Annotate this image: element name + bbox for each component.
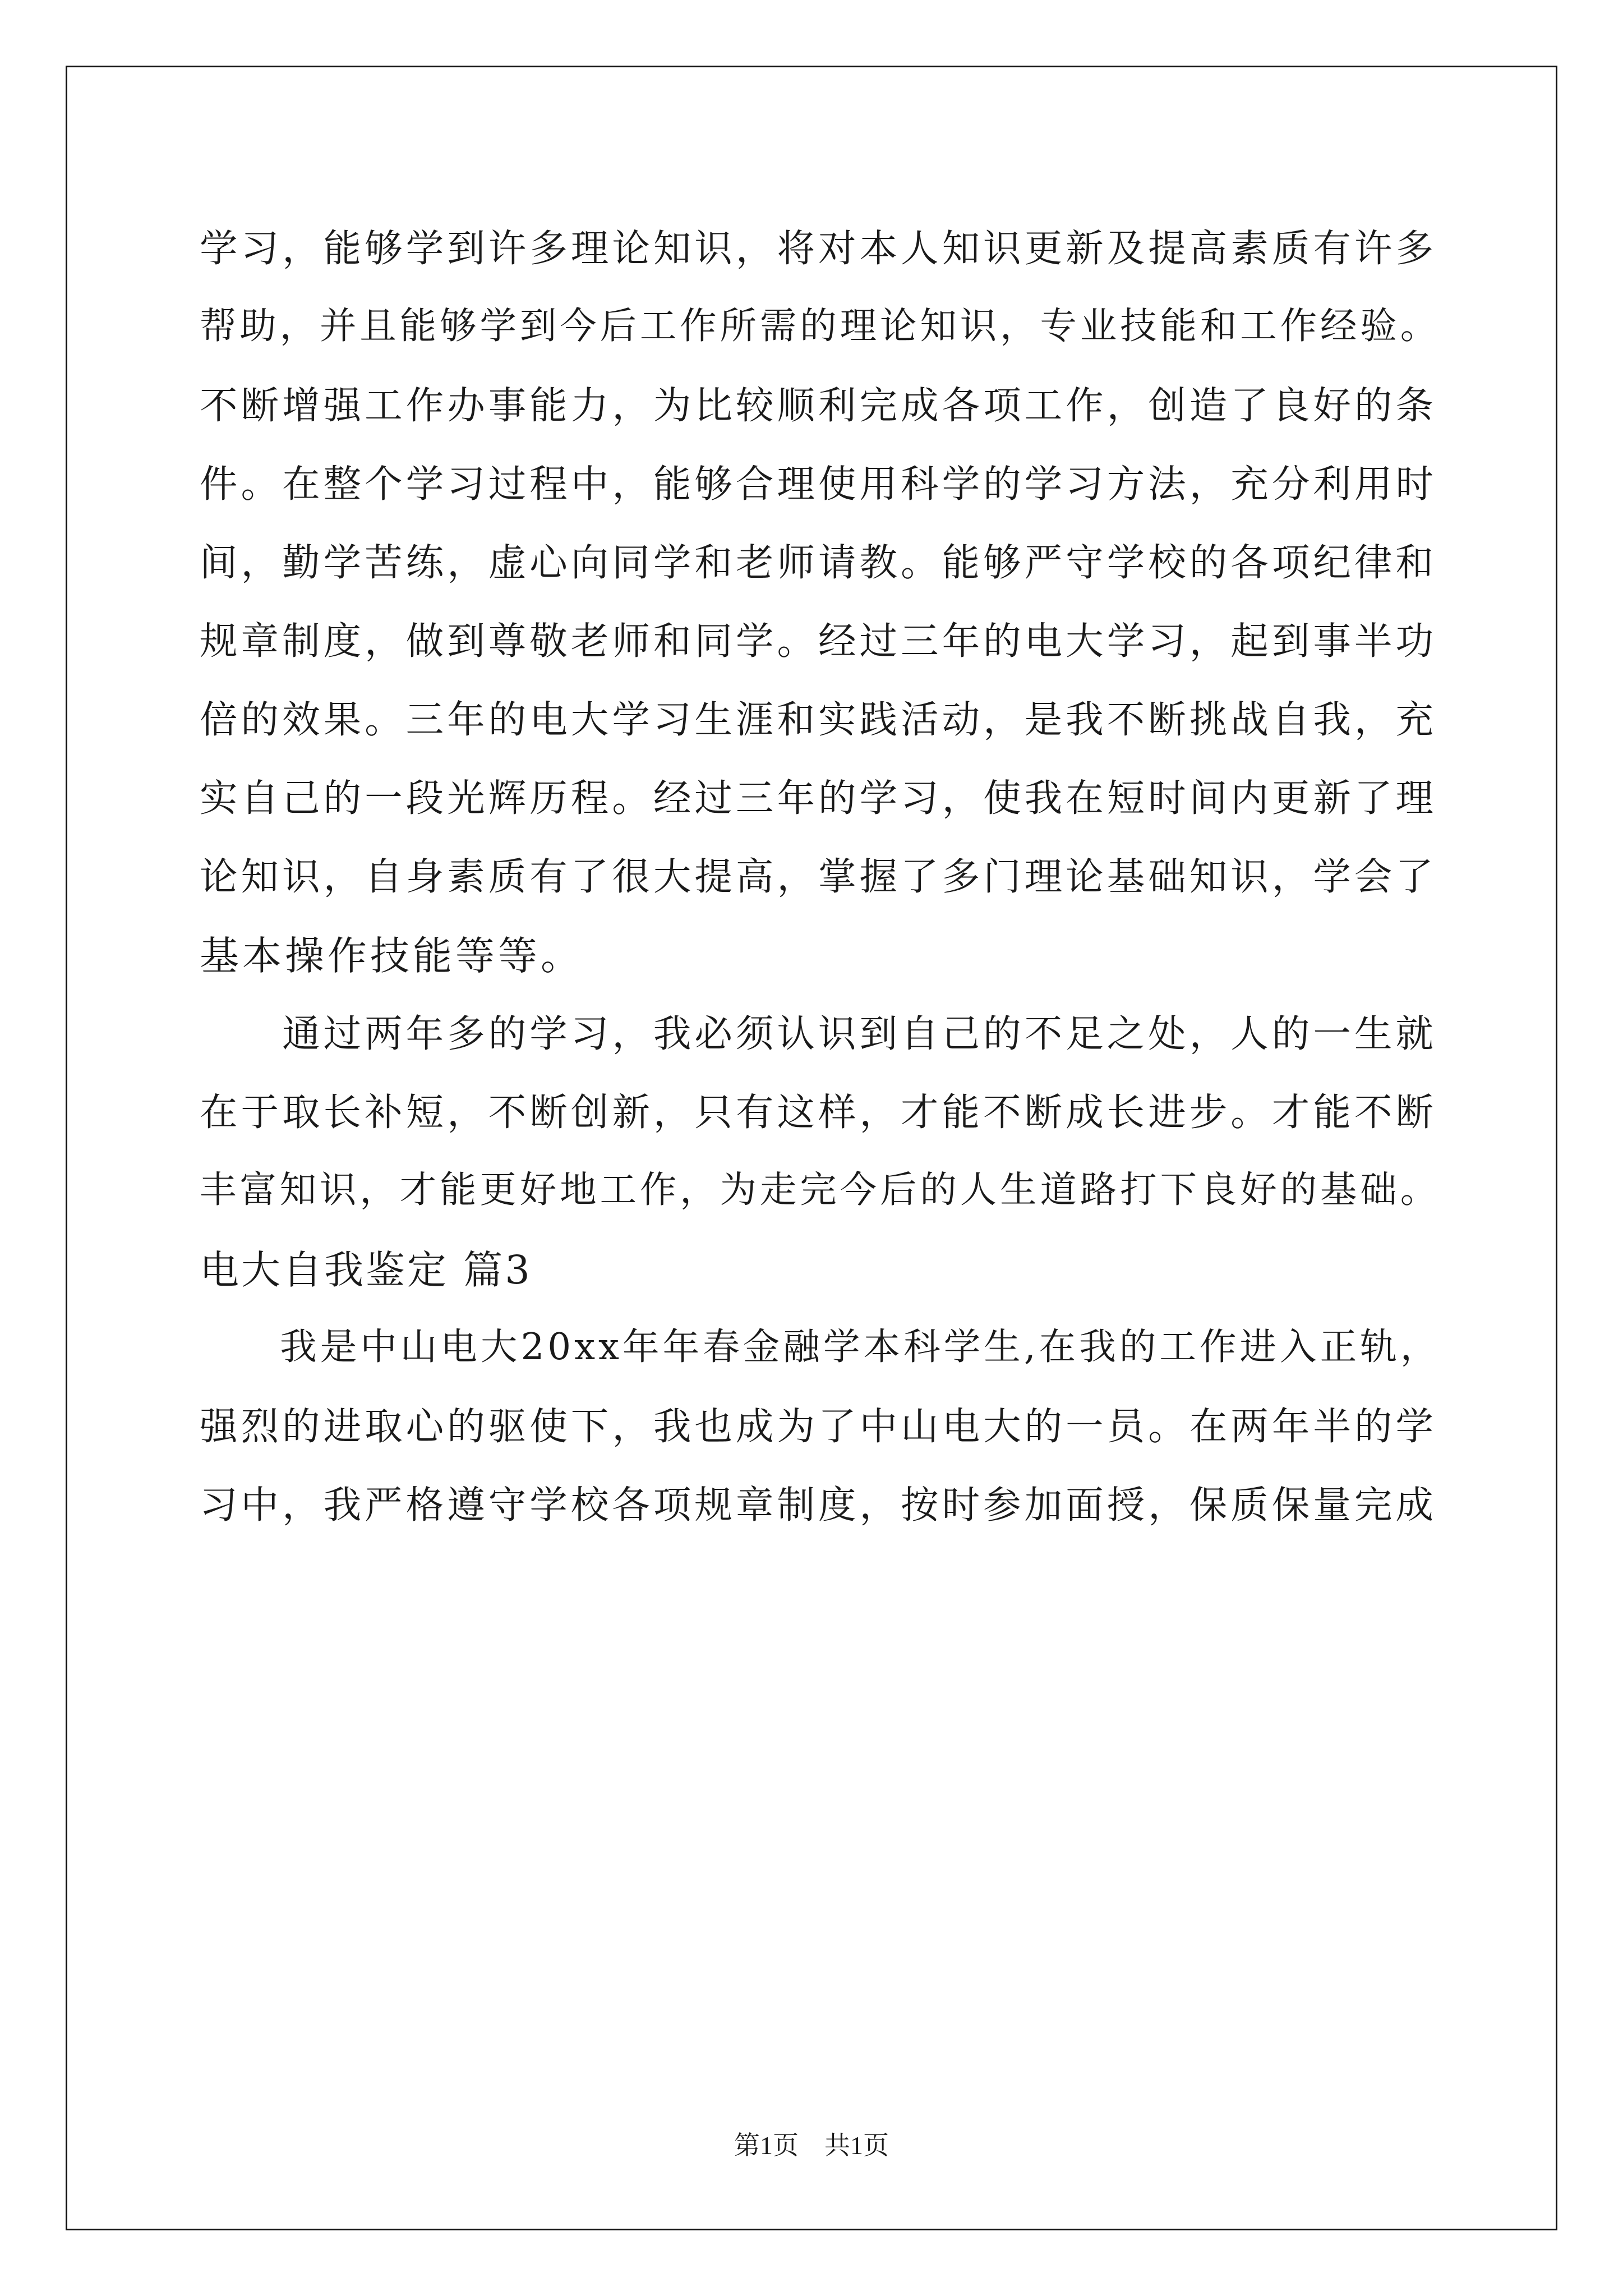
- body-line: 不断增强工作办事能力，为比较顺利完成各项工作，创造了良好的条: [200, 383, 1437, 427]
- body-line: 实自己的一段光辉历程。经过三年的学习，使我在短时间内更新了理: [200, 776, 1437, 820]
- section-heading: 电大自我鉴定 篇3: [200, 1247, 532, 1293]
- body-line: 强烈的进取心的驱使下，我也成为了中山电大的一员。在两年半的学: [200, 1404, 1437, 1448]
- body-line: 学习，能够学到许多理论知识，将对本人知识更新及提高素质有许多: [200, 226, 1437, 270]
- body-line: 间，勤学苦练，虚心向同学和老师请教。能够严守学校的各项纪律和: [200, 540, 1437, 585]
- body-line: 件。在整个学习过程中，能够合理使用科学的学习方法，充分利用时: [200, 462, 1437, 506]
- body-line: 通过两年多的学习，我必须认识到自己的不足之处，人的一生就: [200, 1011, 1437, 1056]
- body-line: 我是中山电大20xx年年春金融学本科学生,在我的工作进入正轨，: [200, 1326, 1441, 1368]
- body-line: 习中，我严格遵守学校各项规章制度，按时参加面授，保质保量完成: [200, 1483, 1437, 1527]
- body-line: 帮助，并且能够学到今后工作所需的理论知识，专业技能和工作经验。: [200, 305, 1441, 347]
- page-number-footer: 第1页 共1页: [734, 2131, 889, 2160]
- body-line: 规章制度，做到尊敬老师和同学。经过三年的电大学习，起到事半功: [200, 619, 1437, 663]
- body-line: 基本操作技能等等。: [200, 933, 583, 979]
- body-line: 丰富知识，才能更好地工作，为走完今后的人生道路打下良好的基础。: [200, 1168, 1441, 1211]
- body-line: 倍的效果。三年的电大学习生涯和实践活动，是我不断挑战自我，充: [200, 697, 1437, 742]
- body-line: 论知识，自身素质有了很大提高，掌握了多门理论基础知识，学会了: [200, 854, 1437, 899]
- body-line: 在于取长补短，不断创新，只有这样，才能不断成长进步。才能不断: [200, 1090, 1437, 1134]
